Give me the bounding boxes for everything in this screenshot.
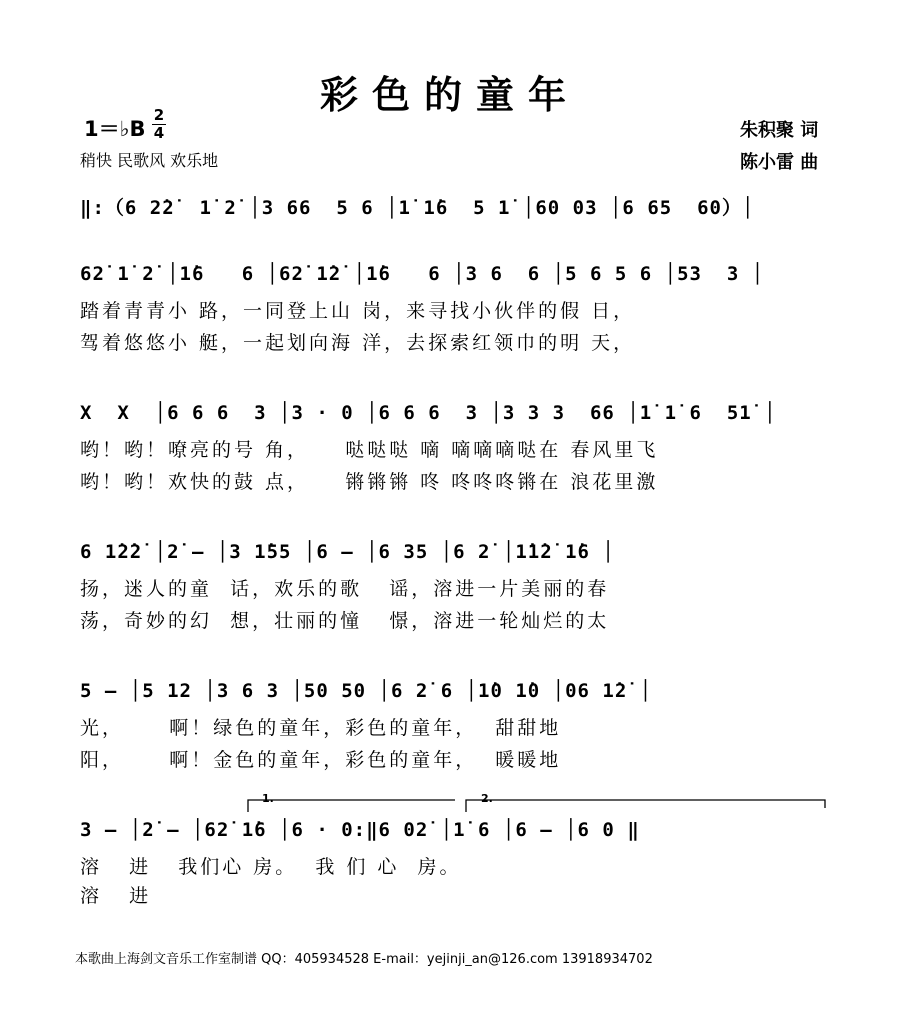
notation: 3 – │2̇ – │62̇ 1̇6 │6 · 0:‖6 02̇ │1̇ 6 │6 – │6 0 ‖ — [80, 819, 640, 841]
notation: ‖:（6 2̇2̇ 1̇ 2̇ │3 66 5 6 │1̇ 1̇6 5 1̇ │60 03 │6 65 60）│ — [80, 197, 755, 219]
notation: 62̇ 1̇ 2̇ │1̇6 6 │62̇ 1̇2̇ │1̇6 6 │3 6 6 │5 6 5 6 │53 3 │ — [80, 263, 765, 285]
lyric-verse-2: 荡，奇妙的幻 想，壮丽的憧 憬，溶进一轮灿烂的太 — [80, 610, 610, 632]
notation: 6 1̇2̇2̇ │2̇ – │3 1̇55 │6 – │6 35 │6 2̇ │1̇1̇2̇ 1̇6 │ — [80, 541, 615, 563]
lyric-verse-1: 哟！哟！嘹亮的号 角， 哒哒哒 嘀 嘀嘀嘀哒在 春风里飞 — [80, 439, 659, 461]
page-title: 彩色的童年 — [319, 72, 580, 117]
lyricist: 朱积聚 词 — [740, 120, 819, 141]
lyric-verse-1: 扬，迷人的童 话，欢乐的歌 谣，溶进一片美丽的春 — [80, 578, 610, 600]
notation: X X │6 6 6 3 │3 · 0 │6 6 6 3 │3 3 3 66 │1̇ 1̇ 6 51̇ │ — [80, 402, 777, 424]
notation: 5 – │5 12 │3 6 3 │50 50 │6 2̇ 6 │1̇0 1̇0 │06 1̇2̇ │ — [80, 680, 653, 702]
meter-top: 2 — [153, 106, 165, 124]
lyric-verse-2: 哟！哟！欢快的鼓 点， 锵锵锵 咚 咚咚咚锵在 浪花里激 — [80, 471, 659, 493]
lyric-verse-1: 踏着青青小 路，一同登上山 岗，来寻找小伙伴的假 日， — [80, 300, 636, 322]
lyric-verse-2: 溶 进 — [80, 885, 152, 907]
composer: 陈小雷 曲 — [740, 152, 819, 173]
lyric-verse-1: 光， 啊！绿色的童年，彩色的童年， 甜甜地 — [80, 717, 562, 739]
key-signature: 1＝♭B — [84, 117, 146, 141]
volta-1-label: 1. — [262, 792, 274, 805]
lyric-verse-2: 驾着悠悠小 艇，一起划向海 洋，去探索红领巾的明 天， — [80, 332, 636, 354]
tempo-style: 稍快 民歌风 欢乐地 — [80, 151, 219, 170]
lyric-verse-2: 阳， 啊！金色的童年，彩色的童年， 暖暖地 — [80, 749, 562, 771]
volta-2-label: 2. — [481, 792, 493, 805]
meter-bottom: 4 — [153, 124, 165, 142]
footer-credit: 本歌曲上海剑文音乐工作室制谱 QQ：405934528 E-mail：yejinji_an@126.com 13918934702 — [75, 952, 653, 967]
lyric-verse-1: 溶 进 我们心 房。 我 们 心 房。 — [80, 856, 462, 878]
